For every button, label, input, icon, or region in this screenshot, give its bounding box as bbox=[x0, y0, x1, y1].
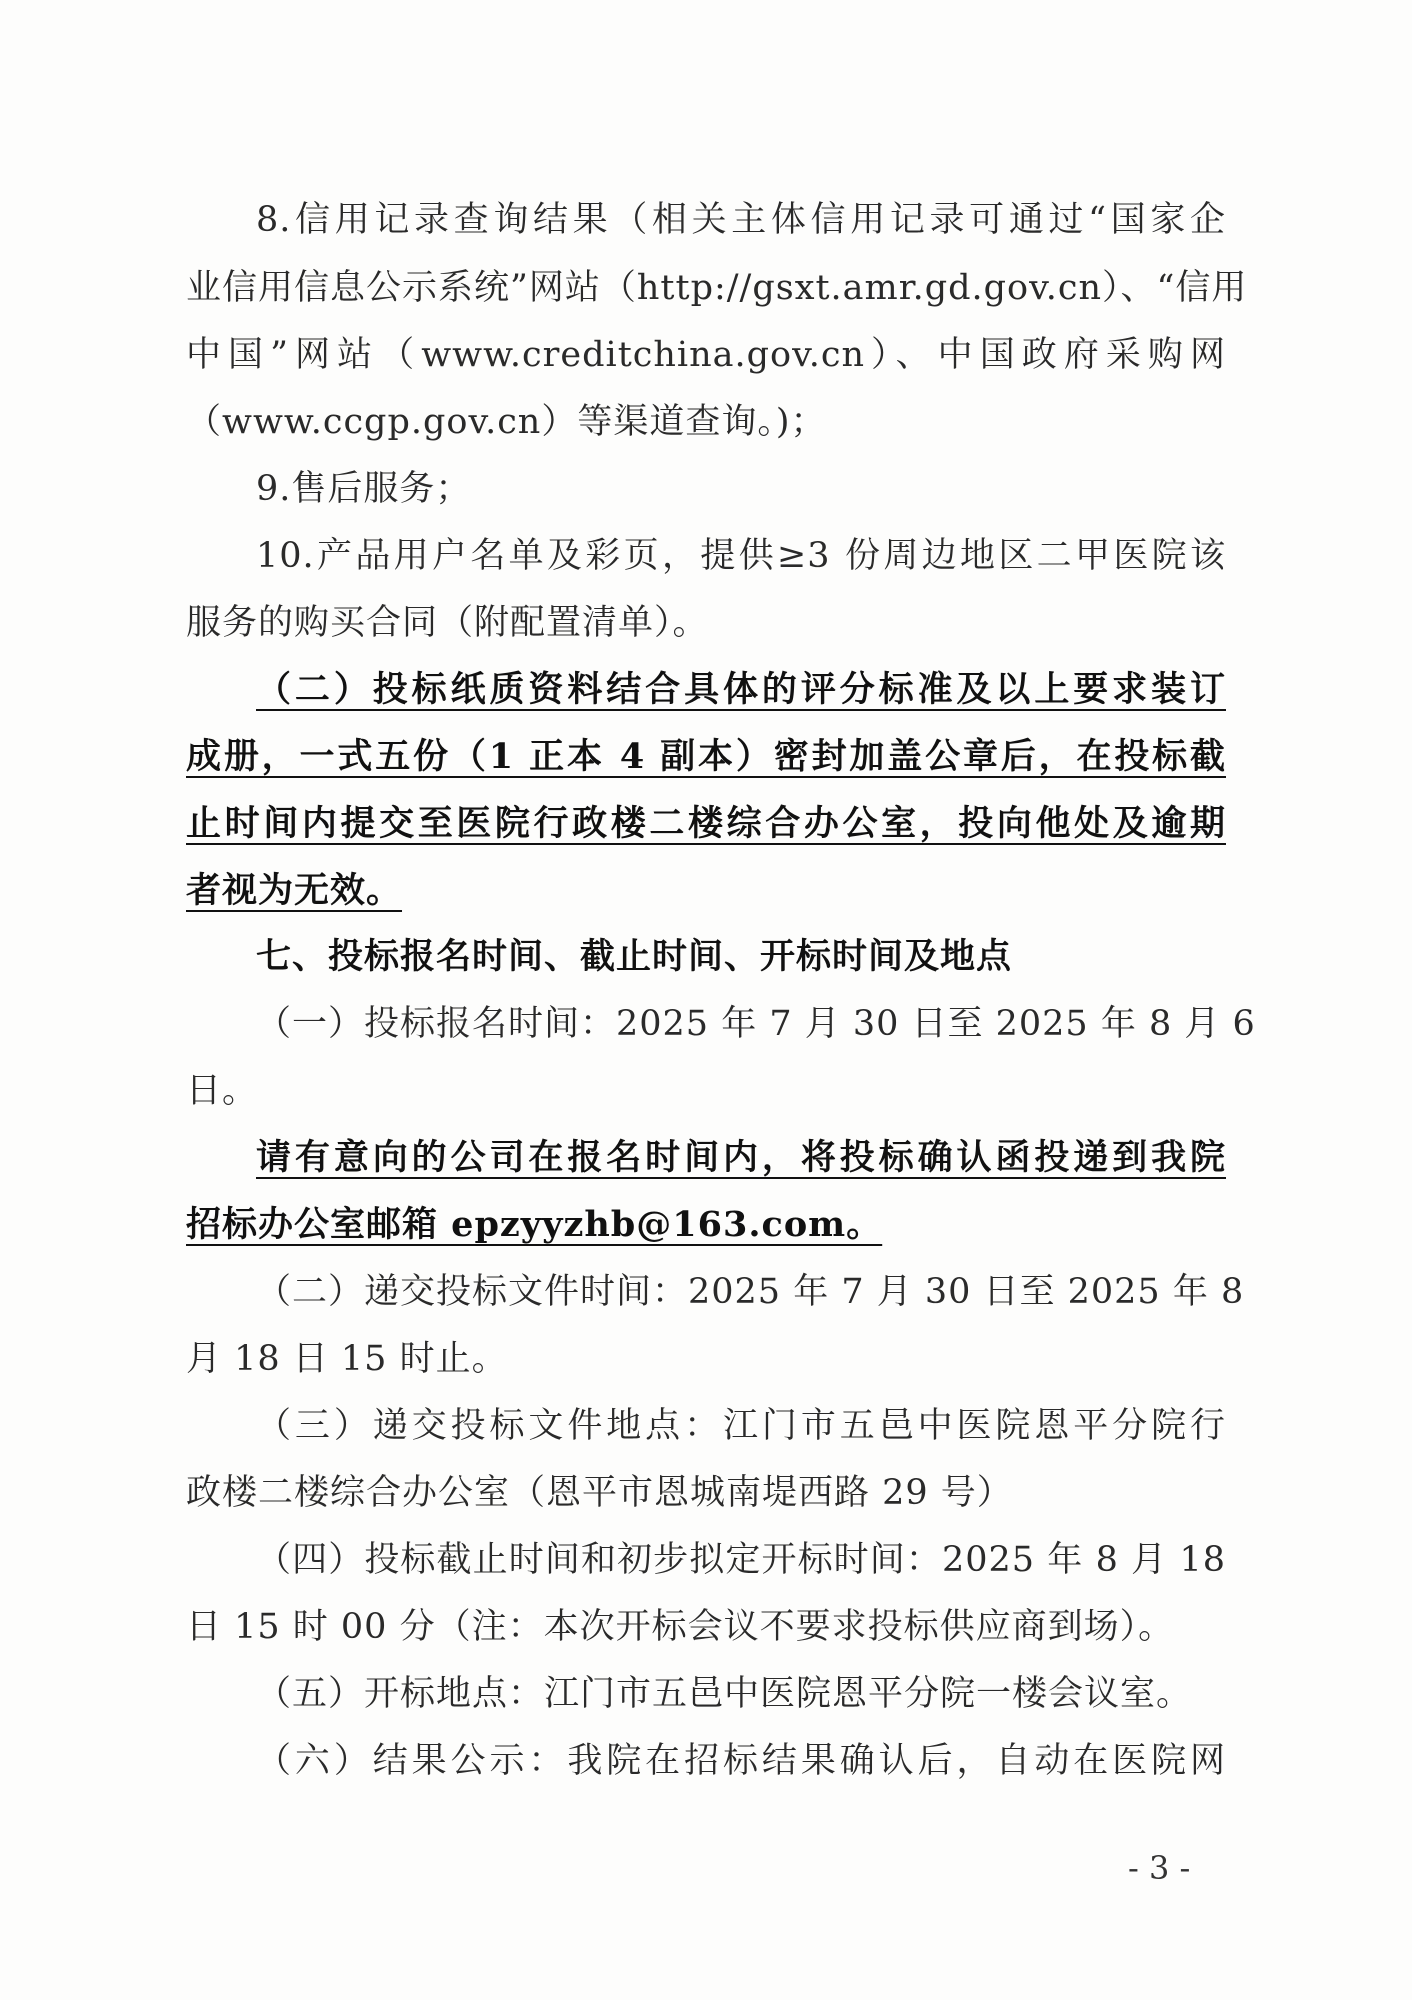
text-line: （一）投标报名时间：2025 年 7 月 30 日至 2025 年 8 月 6 bbox=[256, 1004, 1256, 1044]
section-heading: 七、投标报名时间、截止时间、开标时间及地点 bbox=[256, 937, 1013, 977]
text-line: 日 15 时 00 分（注：本次开标会议不要求投标供应商到场）。 bbox=[186, 1607, 1175, 1647]
text-line: 9.售后服务； bbox=[256, 469, 472, 509]
text-line: （六）结果公示：我院在招标结果确认后，自动在医院网 bbox=[256, 1741, 1226, 1781]
bold-underlined-line: 请有意向的公司在报名时间内，将投标确认函投递到我院 bbox=[256, 1137, 1226, 1178]
text-line: 月 18 日 15 时止。 bbox=[186, 1339, 508, 1379]
bold-underlined-line: 止时间内提交至医院行政楼二楼综合办公室，投向他处及逾期 bbox=[186, 803, 1226, 844]
text-line: 服务的购买合同（附配置清单）。 bbox=[186, 603, 709, 643]
text-line: 业信用信息公示系统”网站（http://gsxt.amr.gd.gov.cn）、“信用 bbox=[186, 268, 1248, 308]
text-line: 10.产品用户名单及彩页，提供≥3 份周边地区二甲医院该 bbox=[256, 536, 1226, 576]
text-line: 政楼二楼综合办公室（恩平市恩城南堤西路 29 号） bbox=[186, 1473, 1013, 1513]
text-line: 8.信用记录查询结果（相关主体信用记录可通过“国家企 bbox=[256, 200, 1226, 240]
text-line: （三）递交投标文件地点：江门市五邑中医院恩平分院行 bbox=[256, 1406, 1226, 1446]
text-line: （四）投标截止时间和初步拟定开标时间：2025 年 8 月 18 bbox=[256, 1540, 1226, 1580]
text-line: （www.ccgp.gov.cn）等渠道查询。)； bbox=[186, 402, 827, 442]
bold-underlined-line: 者视为无效。 bbox=[186, 870, 403, 911]
text-line: 日。 bbox=[186, 1071, 259, 1111]
bold-underlined-line: 成册，一式五份（1 正本 4 副本）密封加盖公章后，在投标截 bbox=[186, 736, 1226, 777]
text-line: （二）递交投标文件时间：2025 年 7 月 30 日至 2025 年 8 bbox=[256, 1272, 1245, 1312]
bold-underlined-line: （二）投标纸质资料结合具体的评分标准及以上要求装订 bbox=[256, 669, 1226, 710]
text-line: 中国”网站（www.creditchina.gov.cn）、中国政府采购网 bbox=[186, 335, 1226, 375]
page-number: - 3 - bbox=[1128, 1849, 1191, 1887]
bold-underlined-line: 招标办公室邮箱 epzyyzhb@163.com。 bbox=[186, 1204, 883, 1245]
text-line: （五）开标地点：江门市五邑中医院恩平分院一楼会议室。 bbox=[256, 1674, 1193, 1714]
